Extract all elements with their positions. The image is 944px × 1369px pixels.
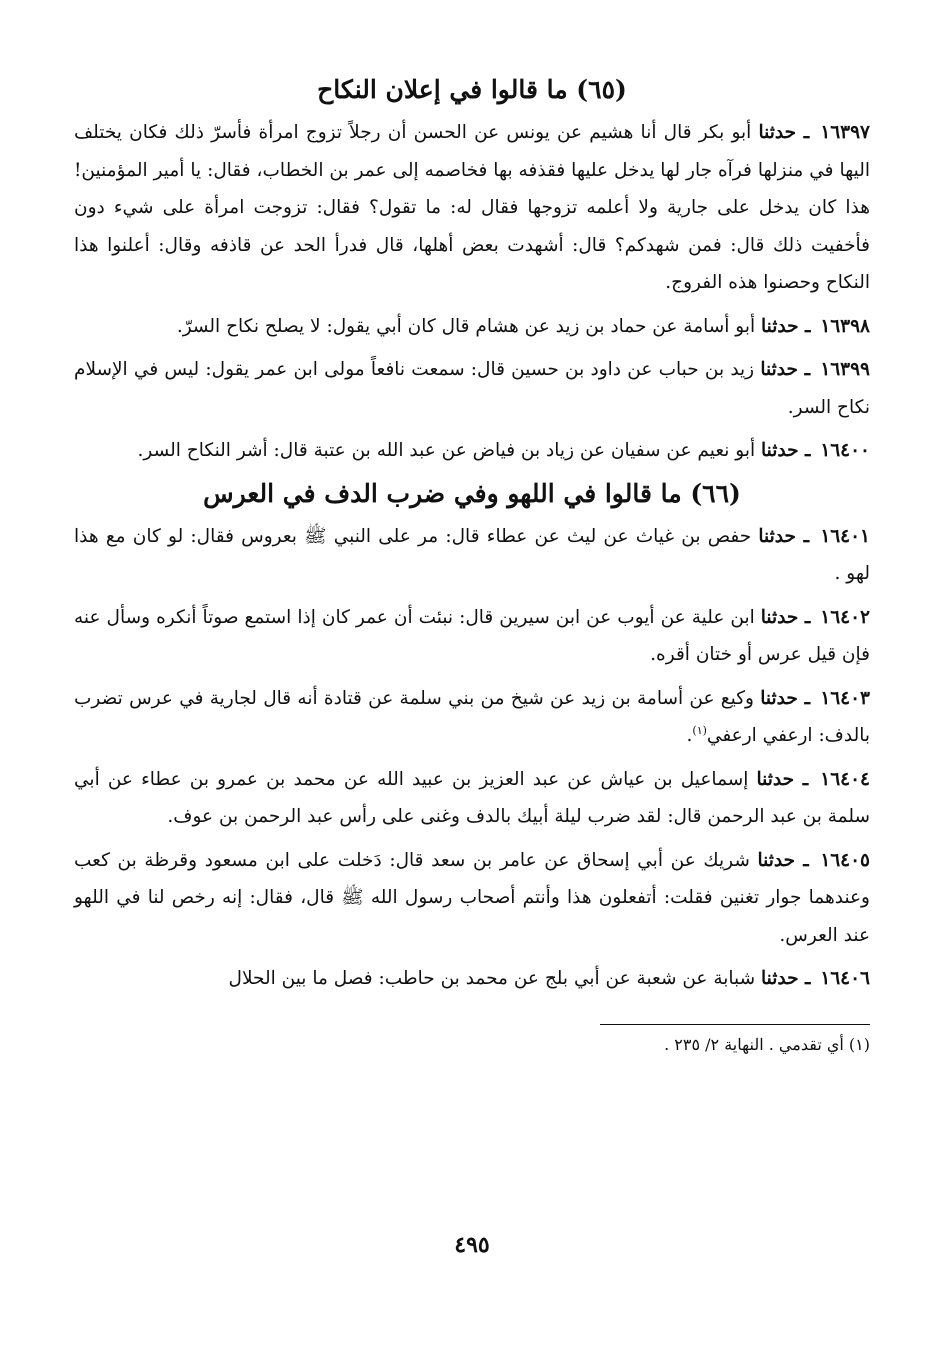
hadith-entry-16400 <box>74 432 870 470</box>
entry-lead: ـ حدثنا <box>758 122 810 143</box>
entry-number: ١٦٤٠٥ <box>820 849 870 871</box>
entry-text: شريك عن أبي إسحاق عن عامر بن سعد قال: دَخلت على ابن مسعود وقرظة بن كعب وعندهما جوار تغنين فقلت: أتفعلون هذا وأنتم أصحاب رسول الله ﷺ قال، فقال: إنه رخص لنا في اللهو عند العرس. <box>74 849 870 946</box>
hadith-entry-16403 <box>74 680 870 755</box>
entry-text: حفص بن غياث عن ليث عن عطاء قال: مر على النبي ﷺ بعروس فقال: لو كان مع هذا لهو . <box>74 525 870 584</box>
entry-lead: ـ حدثنا <box>760 606 811 628</box>
entry-tail: . <box>686 725 693 746</box>
entry-lead: ـ حدثنا <box>761 315 811 337</box>
entry-lead: ـ حدثنا <box>757 849 809 871</box>
hadith-entry-16402 <box>74 599 870 674</box>
entry-text: أبو أسامة عن حماد بن زيد عن هشام قال كان أبي يقول: لا يصلح نكاح السرّ. <box>176 315 756 337</box>
entry-lead: ـ حدثنا <box>756 768 809 790</box>
entry-text: أبو بكر قال أنا هشيم عن يونس عن الحسن أن رجلاً تزوج امرأة فأسرّ ذلك فكان يختلف اليها في منزلها فرآه جار لها يدخل عليها فقذفه بها فخاصمه إلى عمر بن الخطاب، فقال: يا أمير المؤمنين! هذا كان يدخل على جارية ولا أعلمه تزوجها فقال له: ما تقول؟ فقال: تزوجت امرأة على شيء دون فأخفيت ذلك قال: فمن شهدكم؟ قال: أشهدت بعض أهلها، قال فدرأ الحد عن قاذفه وقال: أعلنوا هذا النكاح وحصنوا هذه الفروج. <box>74 122 870 293</box>
entry-text: شبابة عن شعبة عن أبي بلج عن محمد بن حاطب: فصل ما بين الحلال <box>228 968 756 989</box>
entry-number: ١٦٣٩٩ <box>820 359 870 380</box>
footnote: (١) أي تقدمي . النهاية ٢/ ٢٣٥ . <box>664 1034 870 1054</box>
page-number: ٤٩٥ <box>454 1232 490 1258</box>
entry-number: ١٦٤٠٤ <box>820 768 870 790</box>
hadith-entry-16399 <box>74 351 870 426</box>
hadith-entry-16397 <box>74 114 870 302</box>
hadith-entry-16406 <box>74 960 870 998</box>
entry-text: أبو نعيم عن سفيان عن زياد بن فياض عن عبد الله بن عتبة قال: أشر النكاح السر. <box>137 440 756 461</box>
entry-number: ١٦٤٠٢ <box>820 606 870 628</box>
entry-lead: ـ حدثنا <box>761 968 811 989</box>
footnote-reference: (١) <box>692 723 707 737</box>
entry-lead: ـ حدثنا <box>760 687 811 709</box>
entry-number: ١٦٤٠٦ <box>820 968 870 989</box>
entry-number: ١٦٣٩٨ <box>820 315 870 337</box>
hadith-entry-16398 <box>74 308 870 346</box>
entry-number: ١٦٣٩٧ <box>820 122 870 143</box>
hadith-entry-16405 <box>74 842 870 955</box>
entry-lead: ـ حدثنا <box>761 440 811 461</box>
hadith-entry-16401 <box>74 518 870 593</box>
footnote-divider <box>600 1024 870 1025</box>
entry-text: إسماعيل بن عياش عن عبد العزيز بن عبيد الله عن محمد بن عمرو بن عطاء عن أبي سلمة بن عبد الرحمن قال: لقد ضرب ليلة أبيك بالدف وغنى على رأس عبد الرحمن بن عوف. <box>74 768 870 827</box>
entry-number: ١٦٤٠١ <box>820 525 870 547</box>
entry-text: وكيع عن أسامة بن زيد عن شيخ من بني سلمة عن قتادة أنه قال لجارية في عرس تضرب بالدف: ارعفي ارعفي <box>74 687 870 746</box>
section-heading-66: (٦٦) ما قالوا في اللهو وفي ضرب الدف في العرس <box>203 478 741 508</box>
entry-number: ١٦٤٠٣ <box>820 687 870 709</box>
entry-lead: ـ حدثنا <box>760 359 811 380</box>
entry-number: ١٦٤٠٠ <box>820 440 870 461</box>
entry-text: ابن علية عن أيوب عن ابن سيرين قال: نبئت أن عمر كان إذا استمع صوتاً أنكره وسأل عنه فإن قيل عرس أو ختان أقره. <box>74 606 870 665</box>
entry-lead: ـ حدثنا <box>758 525 810 547</box>
hadith-entry-16404 <box>74 761 870 836</box>
section-heading-65: (٦٥) ما قالوا في إعلان النكاح <box>317 75 627 104</box>
entry-text: زيد بن حباب عن داود بن حسين قال: سمعت نافعاً مولى ابن عمر يقول: ليس في الإسلام نكاح السر. <box>74 359 870 418</box>
